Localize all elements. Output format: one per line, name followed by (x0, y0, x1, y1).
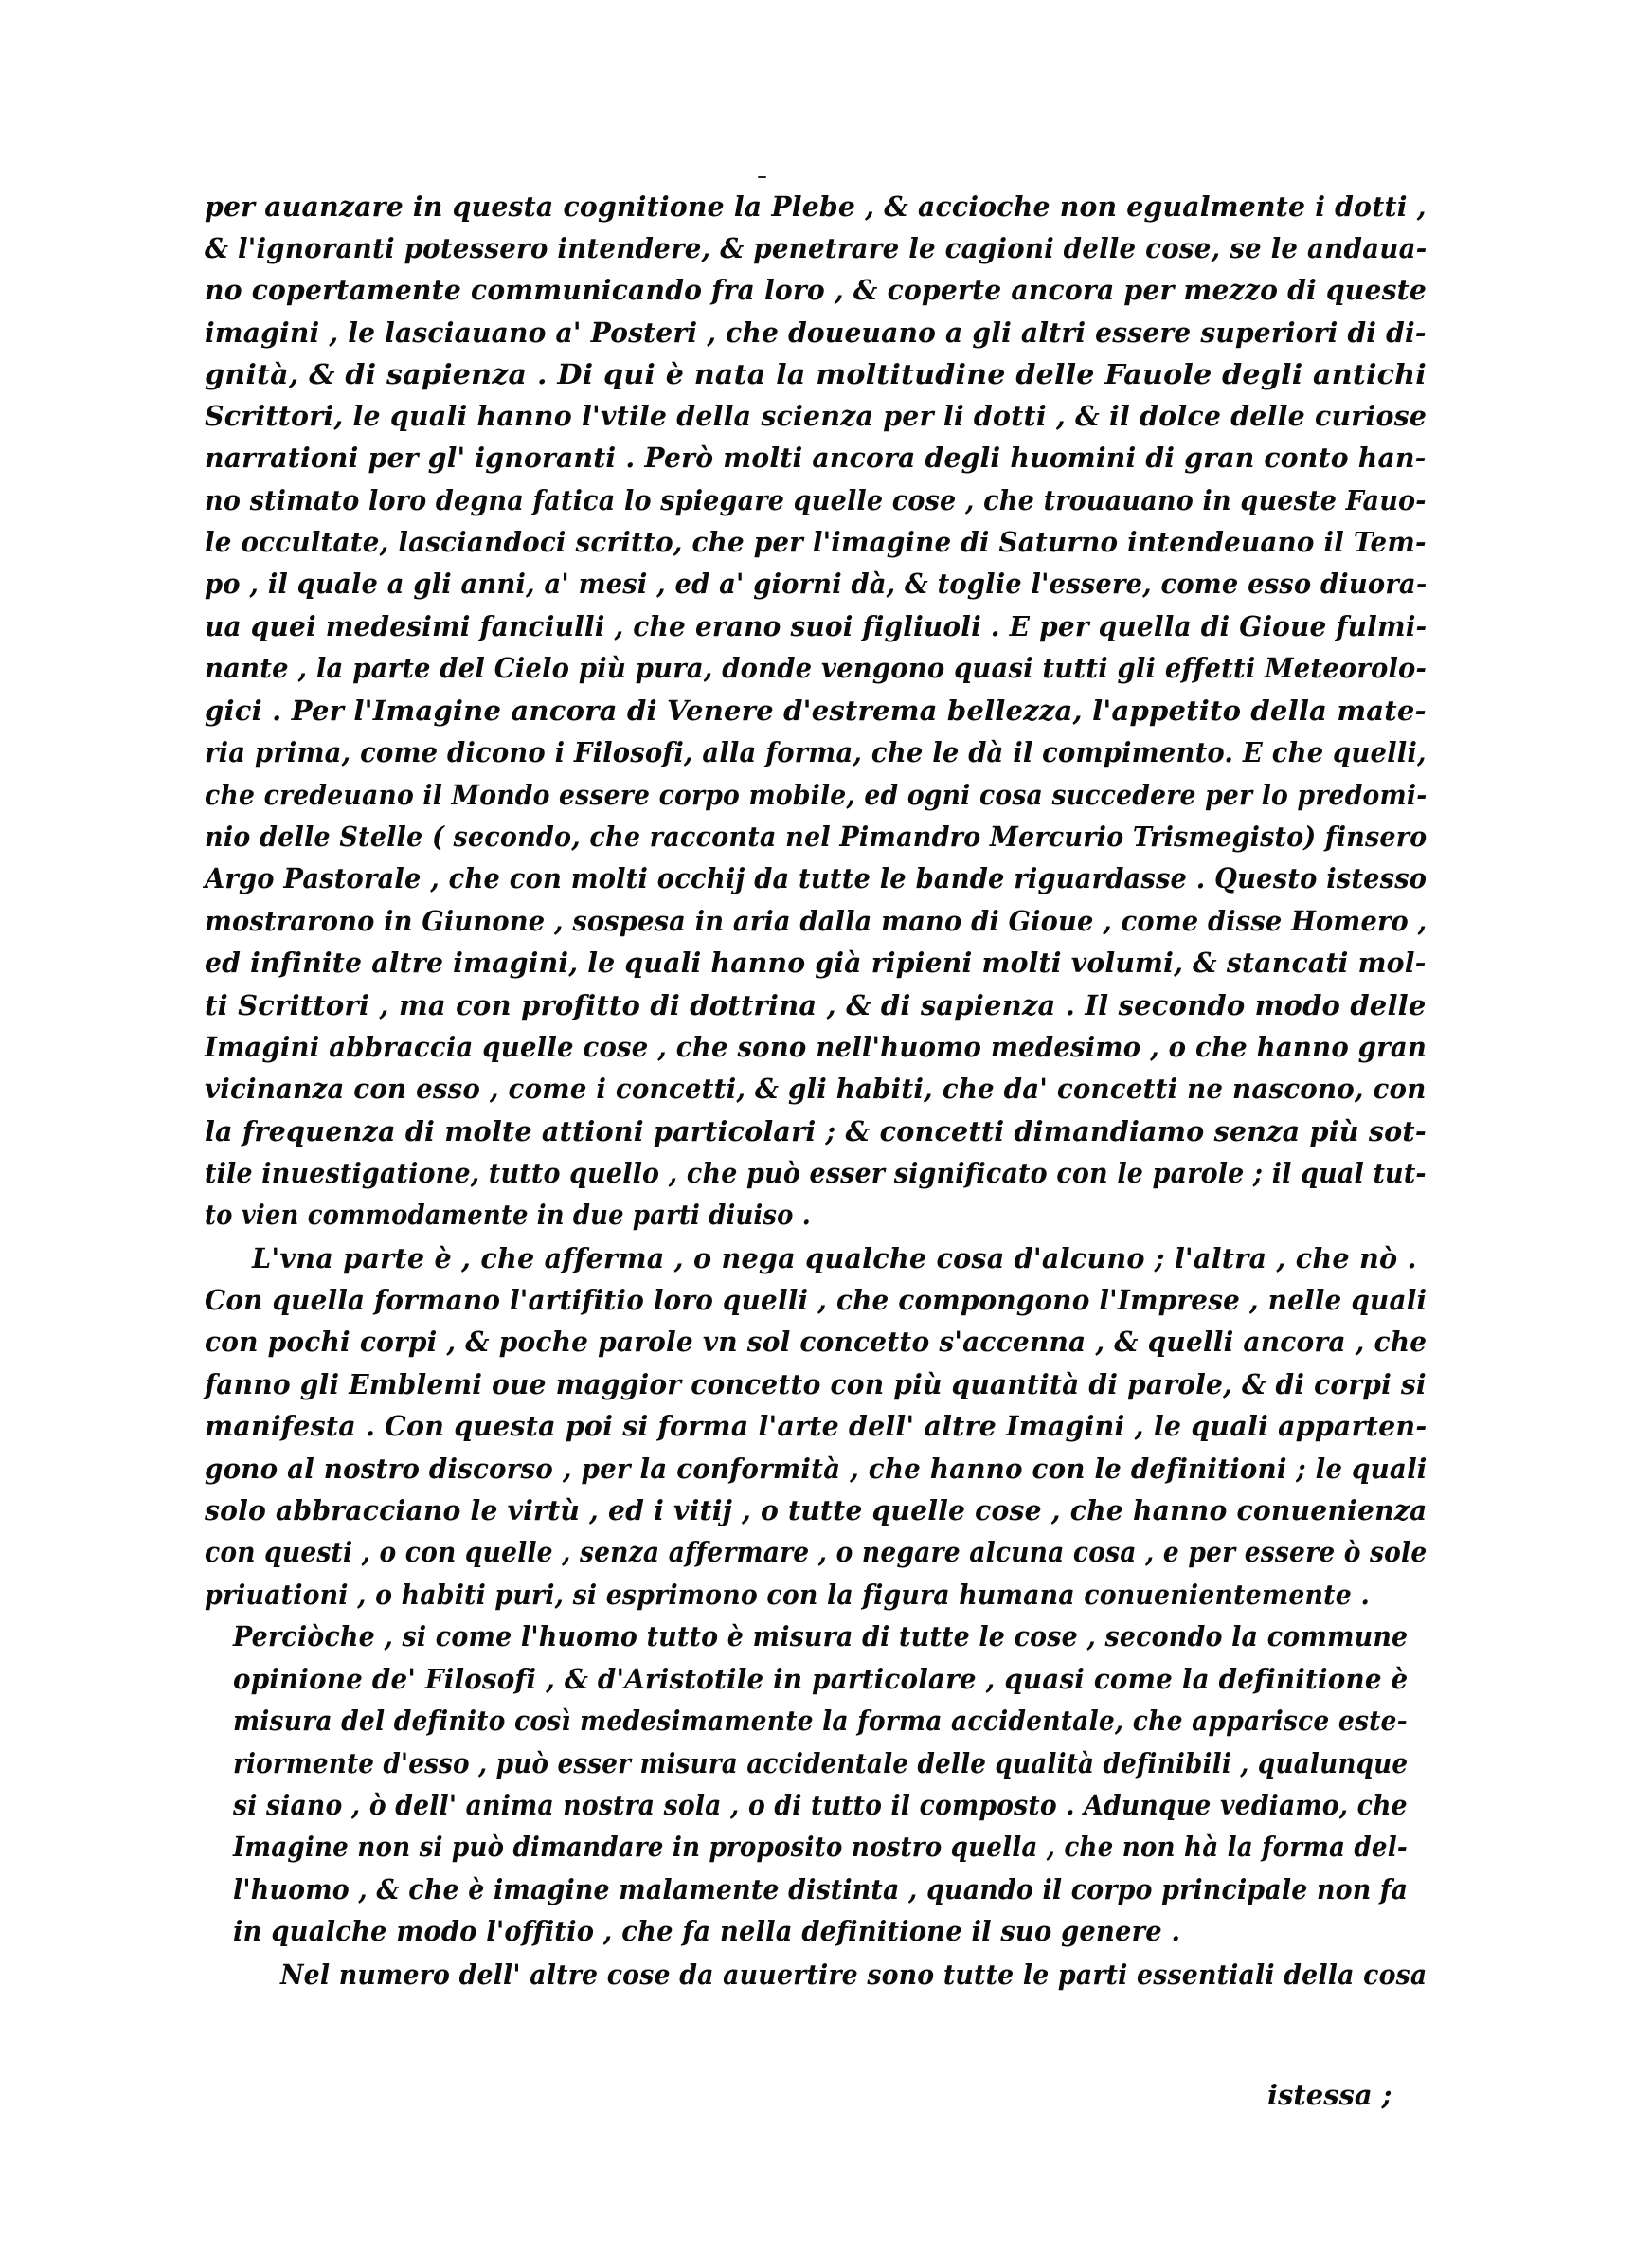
text-line: priuationi , o habiti puri, si esprimono con la figura humana conuenientemente . (205, 1579, 1370, 1611)
text-line: solo abbracciano le virtù , ed i vitij , o tutte quelle cose , che hanno conuenienza (205, 1494, 1428, 1526)
catchword: istessa ; (1267, 2079, 1392, 2111)
text-line: manifesta . Con questa poi si forma l'arte dell' altre Imagini , le quali apparten- (205, 1410, 1428, 1442)
text-line: vicinanza con esso , come i concetti, & gli habiti, che da' concetti ne nascono, con (205, 1073, 1427, 1105)
text-line: gnità, & di sapienza . Di qui è nata la moltitudine delle Fauole degli antichi (205, 358, 1427, 390)
text-line: Argo Pastorale , che con molti occhij da tutte le bande riguardasse . Questo istesso (205, 862, 1428, 894)
text-line: gici . Per l'Imagine ancora di Venere d'estrema bellezza, l'appetito della mate- (205, 695, 1427, 727)
text-line: Con quella formano l'artifitio loro quelli , che compongono l'Imprese , nelle quali (205, 1284, 1428, 1316)
text-line: nante , la parte del Cielo più pura, donde vengono quasi tutti gli effetti Meteorolo- (205, 652, 1428, 684)
text-line: riormente d'esso , può esser misura accidentale delle qualità definibili , qualunque (233, 1747, 1409, 1779)
text-line: Nel numero dell' altre cose da auuertire sono tutte le parti essentiali della cosa (280, 1959, 1428, 1991)
text-line: misura del definito così medesimamente la forma accidentale, che apparisce este- (233, 1705, 1408, 1737)
text-line: opinione de' Filosofi , & d'Aristotile in particolare , quasi come la definitione è (233, 1663, 1409, 1695)
text-line: Imagine non si può dimandare in proposito nostro quella , che non hà la forma del- (233, 1831, 1408, 1863)
text-line: imagini , le lasciauano a' Posteri , che doueuano a gli altri essere superiori di di- (205, 316, 1427, 349)
text-line: Scrittori, le quali hanno l'vtile della scienza per li dotti , & il dolce delle curiose (205, 400, 1428, 432)
text-line: L'vna parte è , che afferma , o nega qualche cosa d'alcuno ; l'altra , che nò . (252, 1242, 1417, 1274)
text-line: Imagini abbraccia quelle cose , che sono nell'huomo medesimo , o che hanno gran (205, 1031, 1428, 1063)
text-line: ti Scrittori , ma con profitto di dottrina , & di sapienza . Il secondo modo delle (205, 989, 1427, 1021)
text-line: po , il quale a gli anni, a' mesi , ed a' giorni dà, & toglie l'essere, come esso diuora- (205, 568, 1428, 600)
text-line: ua quei medesimi fanciulli , che erano suoi figliuoli . E per quella di Gioue fulmi- (205, 610, 1428, 642)
text-line: mostrarono in Giunone , sospesa in aria dalla mano di Gioue , come disse Homero , (205, 905, 1428, 937)
text-line: gono al nostro discorso , per la conformità , che hanno con le definitioni ; le quali (205, 1453, 1428, 1485)
text-line: per auanzare in questa cognitione la Plebe , & accioche non egualmente i dotti , (205, 190, 1427, 223)
text-line: Perciòche , si come l'huomo tutto è misura di tutte le cose , secondo la commune (233, 1620, 1409, 1652)
text-line: tile inuestigatione, tutto quello , che può esser significato con le parole ; il qual tut- (205, 1157, 1427, 1189)
text-line: ria prima, come dicono i Filosofi, alla forma, che le dà il compimento. E che quelli, (205, 736, 1427, 768)
ink-speck (758, 176, 766, 178)
text-line: l'huomo , & che è imagine malamente distinta , quando il corpo principale non fa (233, 1873, 1409, 1905)
text-line: ed infinite altre imagini, le quali hanno già ripieni molti volumi, & stancati mol- (205, 947, 1427, 979)
text-line: in qualche modo l'offitio , che fa nella definitione il suo genere . (233, 1915, 1181, 1947)
text-line: nio delle Stelle ( secondo, che racconta nel Pimandro Mercurio Trismegisto) finsero (205, 821, 1428, 853)
text-line: narrationi per gl' ignoranti . Però molti ancora degli huomini di gran conto han- (205, 442, 1427, 474)
text-line: no copertamente communicando fra loro , & coperte ancora per mezzo di queste (205, 274, 1428, 306)
text-line: con pochi corpi , & poche parole vn sol concetto s'accenna , & quelli ancora , che (205, 1326, 1428, 1358)
text-line: si siano , ò dell' anima nostra sola , o di tutto il composto . Adunque vediamo, che (233, 1789, 1408, 1821)
text-line: fanno gli Emblemi oue maggior concetto con più quantità di parole, & di corpi si (205, 1368, 1427, 1400)
text-line: la frequenza di molte attioni particolari ; & concetti dimandiamo senza più sot- (205, 1115, 1427, 1147)
text-line: no stimato loro degna fatica lo spiegare quelle cose , che trouauano in queste Fauo- (205, 484, 1427, 516)
text-line: che credeuano il Mondo essere corpo mobile, ed ogni cosa succedere per lo predomi- (205, 779, 1428, 811)
text-line: to vien commodamente in due parti diuiso . (205, 1199, 811, 1231)
text-line: le occultate, lasciandoci scritto, che per l'imagine di Saturno intendeuano il Tem- (205, 526, 1427, 558)
text-line: & l'ignoranti potessero intendere, & penetrare le cagioni delle cose, se le andaua- (205, 232, 1428, 264)
text-line: con questi , o con quelle , senza affermare , o negare alcuna cosa , e per essere ò sole (205, 1536, 1428, 1568)
